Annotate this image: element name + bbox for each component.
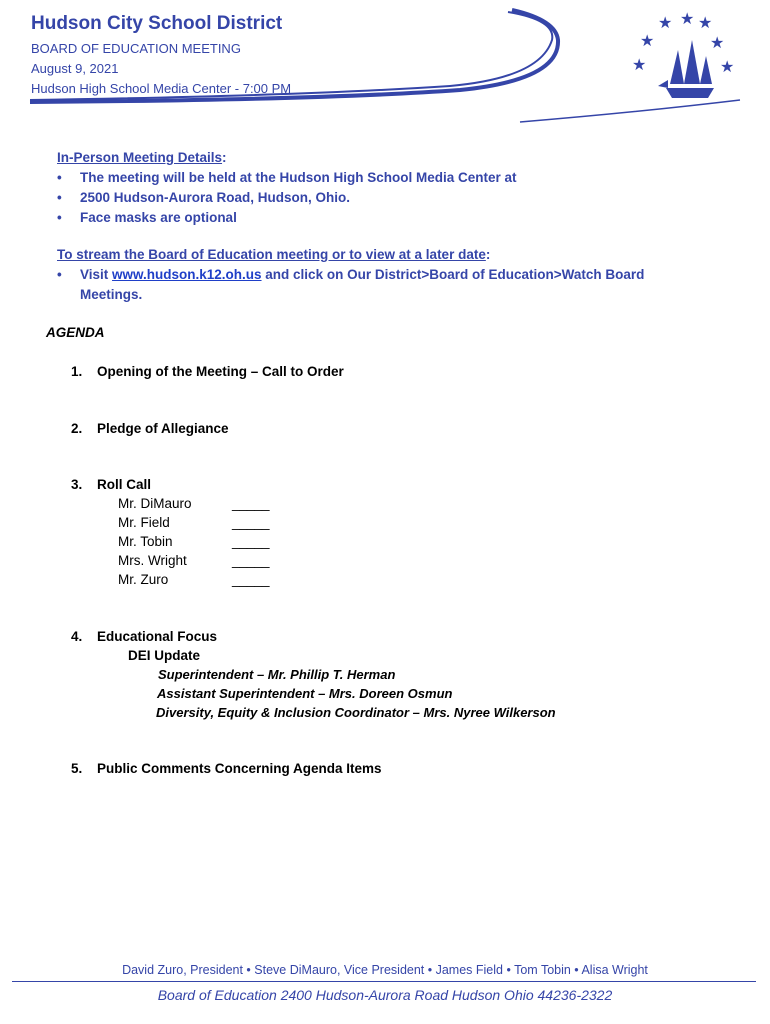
- footer-divider: [12, 981, 756, 982]
- roll-call-blank: _____: [232, 572, 270, 587]
- meeting-date: August 9, 2021: [31, 61, 119, 76]
- svg-text:★: ★: [680, 10, 695, 28]
- svg-text:★: ★: [640, 31, 655, 50]
- svg-text:★: ★: [658, 13, 673, 32]
- presenter-line: Assistant Superintendent – Mrs. Doreen Osmun: [157, 686, 453, 701]
- roll-call-name: Mr. Field: [118, 515, 170, 530]
- board-members: David Zuro, President • Steve DiMauro, Vice President • James Field • Tom Tobin • Alisa Wright: [122, 963, 648, 977]
- list-item-continuation: Meetings.: [80, 287, 143, 302]
- agenda-item: 1. Opening of the Meeting – Call to Order: [71, 364, 344, 379]
- roll-call-blank: _____: [232, 515, 270, 530]
- district-title: Hudson City School District: [31, 13, 283, 34]
- roll-call-name: Mr. Zuro: [118, 572, 169, 587]
- roll-call-name: Mrs. Wright: [118, 553, 187, 568]
- agenda-title: AGENDA: [46, 325, 105, 340]
- list-item: • 2500 Hudson-Aurora Road, Hudson, Ohio.: [57, 190, 351, 205]
- roll-call-name: Mr. Tobin: [118, 534, 173, 549]
- svg-text:★: ★: [720, 57, 735, 76]
- svg-text:★: ★: [632, 55, 647, 74]
- svg-text:★: ★: [698, 13, 713, 32]
- stream-heading: To stream the Board of Education meeting or to view at a later date:: [57, 247, 491, 262]
- agenda-item: 2. Pledge of Allegiance: [71, 421, 229, 436]
- roll-call-name: Mr. DiMauro: [118, 496, 192, 511]
- in-person-heading: In-Person Meeting Details:: [57, 150, 227, 165]
- svg-text:★: ★: [710, 33, 725, 52]
- meeting-location: Hudson High School Media Center - 7:00 PM: [31, 81, 292, 96]
- presenter-line: Superintendent – Mr. Phillip T. Herman: [158, 667, 396, 682]
- focus-subtitle: DEI Update: [128, 648, 201, 663]
- agenda-item: 3. Roll Call: [71, 477, 152, 492]
- meeting-type: BOARD OF EDUCATION MEETING: [31, 41, 241, 56]
- roll-call-blank: _____: [232, 553, 270, 568]
- list-item: • The meeting will be held at the Hudson High School Media Center at: [57, 170, 517, 185]
- agenda-item: 4. Educational Focus: [71, 629, 218, 644]
- list-item: • Face masks are optional: [57, 210, 237, 225]
- ship-with-stars-icon: [628, 10, 748, 105]
- roll-call-blank: _____: [232, 534, 270, 549]
- district-website-link[interactable]: www.hudson.k12.oh.us: [112, 267, 262, 282]
- list-item: • Visit www.hudson.k12.oh.us and click on Our District>Board of Education>Watch Board: [57, 267, 645, 282]
- presenter-line: Diversity, Equity & Inclusion Coordinator – Mrs. Nyree Wilkerson: [156, 705, 556, 720]
- board-address: Board of Education 2400 Hudson-Aurora Road Hudson Ohio 44236-2322: [157, 987, 613, 1003]
- agenda-item: 5. Public Comments Concerning Agenda Items: [71, 761, 382, 776]
- roll-call-blank: _____: [232, 496, 270, 511]
